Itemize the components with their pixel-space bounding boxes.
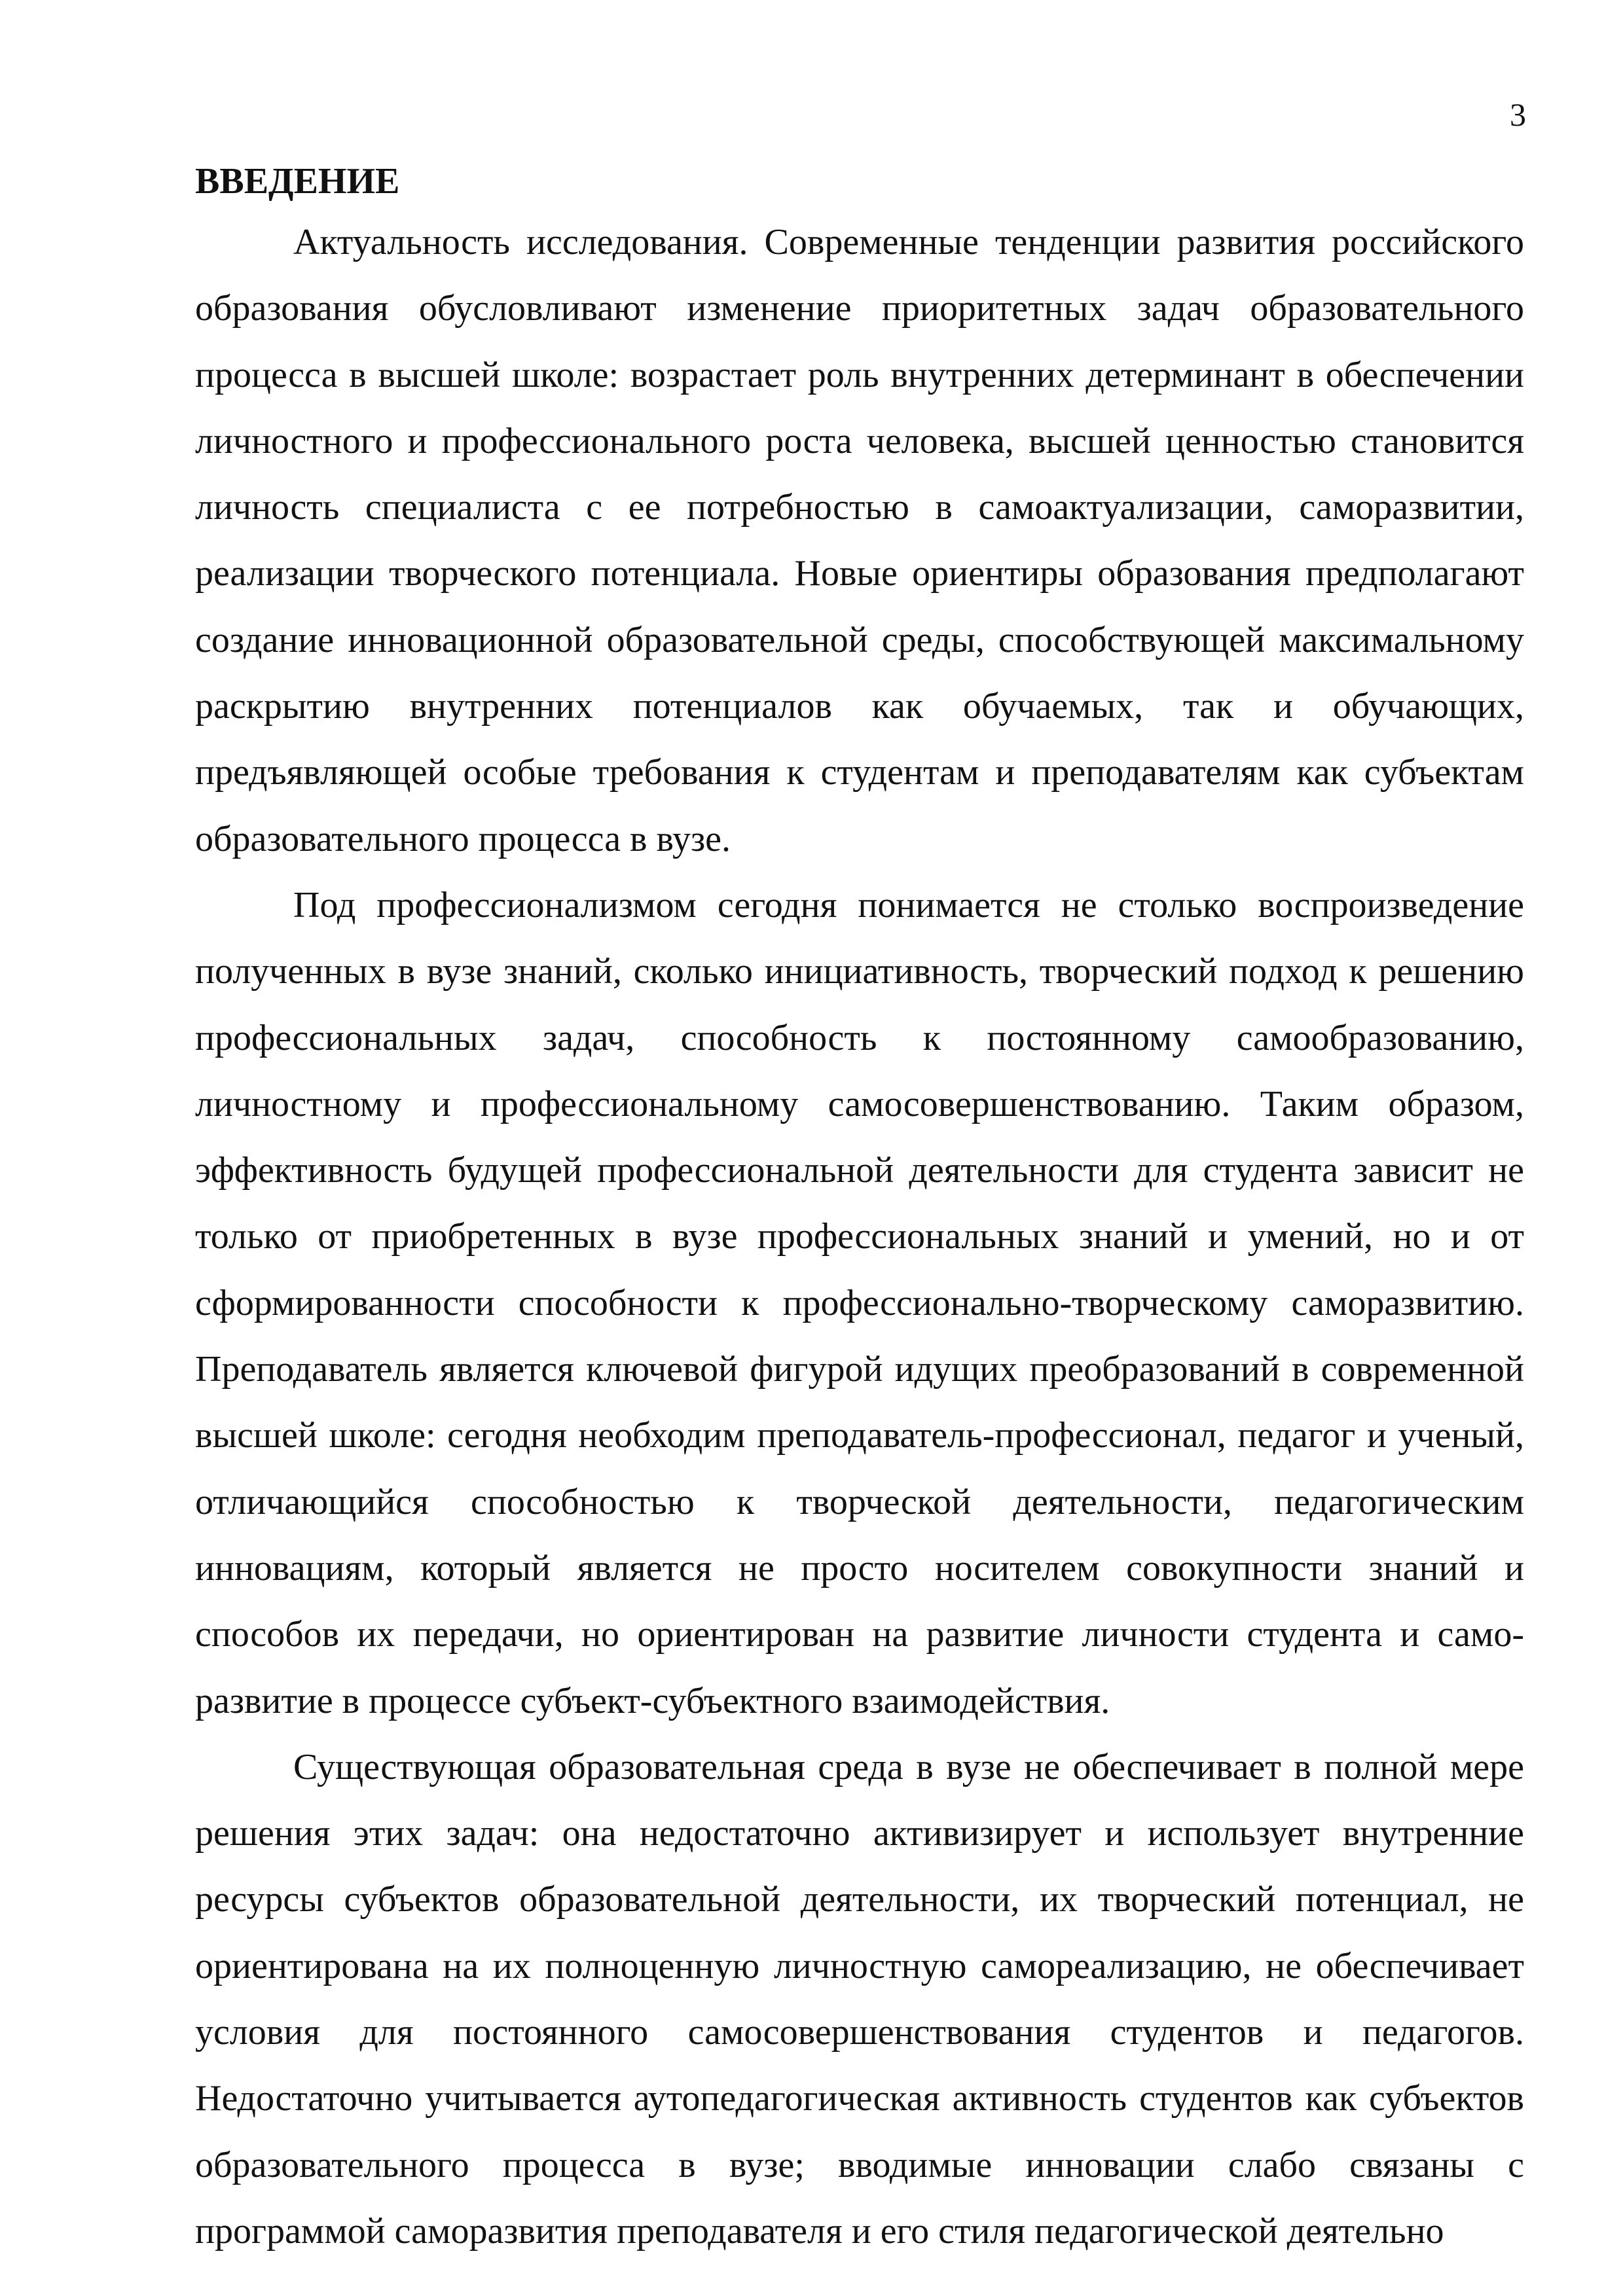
page-number: 3 xyxy=(1510,96,1526,133)
paragraph: Под профессионализмом сегодня понимается не столько воспроизведение полученных в вузе знаний, сколько инициативность, творческий подход к решению профессиональных задач, способность к постоянному самообразованию, личностному и профессиональному самосовершенствованию. Таким образом, эффективность будущей профессиональной деятельности для студента зависит не только от приобретенных в вузе профессиональных знаний и умений, но и от сформированности способности к профессионально-творческому саморазвитию. Преподаватель является ключевой фигурой идущих преобразований в современной высшей школе: сегодня необходим преподаватель-профессионал, педагог и ученый, отличающийся способностью к творческой деятельности, педагогическим инновациям, который является не просто носителем совокупности знаний и способов их передачи, но ориентирован на развитие личности студента и саморазвитие в процессе субъект-субъектного взаимодействия. xyxy=(195,884,1524,1721)
document-body xyxy=(195,154,1524,2265)
paragraph: Существующая образовательная среда в вузе не обеспечивает в полной мере решения этих задач: она недостаточно активизирует и использует внутренние ресурсы субъектов образовательной деятельности, их творческий потенциал, не ориентирована на их полноценную личностную самореализацию, не обеспечивает условия для постоянного самосовершенствования студентов и педагогов. Недостаточно учитывается аутопедагогическая активность студентов как субъектов образовательного процесса в вузе; вводимые инновации слабо связаны с программой саморазвития преподавателя и его стиля педагогической деятельно xyxy=(195,1746,1524,2251)
section-heading: ВВЕДЕНИЕ xyxy=(195,161,400,202)
paragraph: Актуальность исследования. Современные тенденции развития российского образования обусловливают изменение приоритетных задач образовательного процесса в высшей школе: возрастает роль внутренних детерминант в обеспечении личностного и профессионального роста человека, высшей ценностью становится личность специалиста с ее потребностью в самоактуализации, саморазвитии, реализации творческого потенциала. Новые ориентиры образования предполагают создание инновационной образовательной среды, способствующей максимальному раскрытию внутренних потенциалов как обучаемых, так и обучающих, предъявляющей особые требования к студентам и преподавателям как субъектам образовательного процесса в вузе. xyxy=(195,222,1524,859)
